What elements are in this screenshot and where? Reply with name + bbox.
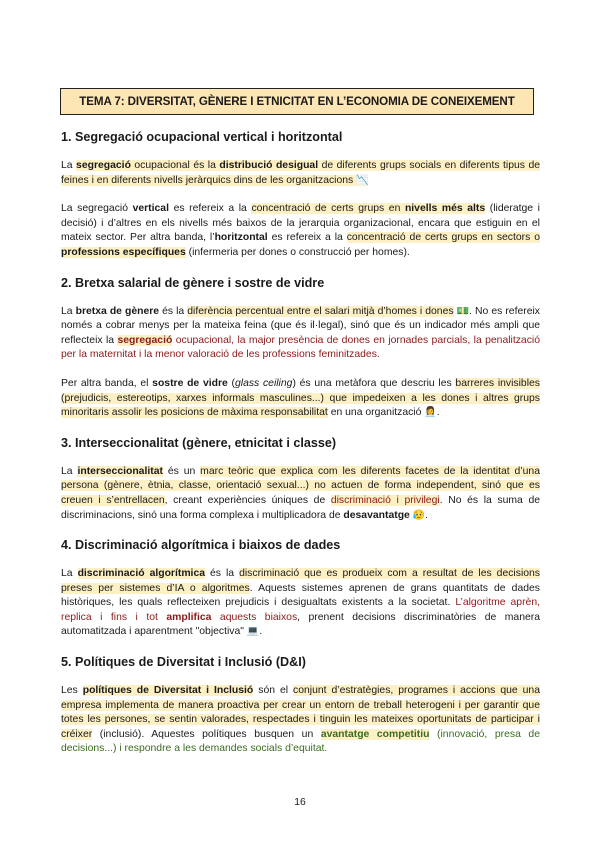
laptop-icon: 💻	[246, 626, 260, 638]
section-4-heading: 4. Discriminació algorítmica i biaixos de dades	[61, 538, 341, 553]
chapter-title: TEMA 7: DIVERSITAT, GÈNERE I ETNICITAT EN L’ECONOMIA DE CONEIXEMENT	[79, 95, 515, 108]
chart-decreasing-icon: 📉	[353, 174, 369, 186]
section-3-heading: 3. Interseccionalitat (gènere, etnicitat i classe)	[61, 435, 337, 450]
money-icon: 💵	[453, 305, 470, 317]
section-2-heading: 2. Bretxa salarial de gènere i sostre de vidre	[61, 275, 325, 290]
businesswoman-icon: 👩‍💼	[424, 407, 437, 419]
section-1-heading: 1. Segregació ocupacional vertical i horitzontal	[61, 130, 343, 144]
section-5-heading: 5. Polítiques de Diversitat i Inclusió (D&I)	[61, 655, 306, 670]
section-4-paragraph-1: La discriminació algorítmica és la discriminació que es produeix com a resultat de les decisions preses per sistemes d’IA o algoritmes. Aquests sistemes aprenen de grans quantitats de dades històriques, les quals reflecteixen prejudicis i desigualtats existents a la societat. L’algoritme aprèn, replica i fins i tot amplifica aquests biaixos, prenent decisions discriminatòries de manera automatitzada i aparentment "objectiva" 💻.	[61, 568, 540, 638]
section-1-paragraph-2: La segregació vertical es refereix a la concentració de certs grups en nivells més alts (lideratge i decisió) i d’altres en els nivells més baixos de la jerarquia organizacional, encara que estiguin en el mateix sector. Per altra banda, l’horitzontal es refereix a la concentració de certs grups en sectors o professions específiques (infermeria per dones o construcció per homes).	[61, 203, 540, 258]
section-3-paragraph-1: La interseccionalitat és un marc teòric que explica com les diferents facetes de la identitat d’una persona (gènere, ètnia, classe, orientació sexual...) no actuen de forma independent, sinó que es creuen i s’entrellacen, creant experiències úniques de discriminació i privilegi. No és la suma de discriminacions, sinó una forma complexa i multiplicadora de desavantatge 😥.	[61, 465, 540, 521]
sad-face-icon: 😥	[409, 509, 426, 521]
chapter-title-box	[60, 88, 534, 115]
section-5-paragraph-1: Les polítiques de Diversitat i Inclusió són el conjunt d’estratègies, programes i accions que una empresa implementa de manera proactiva per crear un entorn de treball heterogeni i per garantir que totes les persones, se sentin valorades, respectades i tinguin les mateixes oportunitats de participar i créixer (inclusió). Aquestes polítiques busquen un avantatge competitiu (innovació, presa de decisions...) i respondre a les demandes socials d’equitat.	[61, 685, 540, 755]
content-body	[61, 120, 540, 771]
section-1-paragraph-1: La segregació ocupacional és la distribució desigual de diferents grups socials en diferents tipus de feines i en diferents nivells jeràrquics dins de les organitzacions 📉	[61, 160, 540, 186]
section-2-paragraph-2: Per altra banda, el sostre de vidre (glass ceiling) és una metàfora que descriu les barreres invisibles (prejudicis, estereotips, xarxes informals masculines...) que impedeixen a les dones i altres grups minoritaris assolir les posicions de màxima responsabilitat en una organització 👩‍💼.	[61, 377, 540, 419]
section-2-paragraph-1: La bretxa de gènere és la diferència percentual entre el salari mitjà d’homes i dones 💵. No es refereix només a cobrar menys per la mateixa feina (que és il·legal), sinó que és un indicador més ampli que reflecteix la segregació ocupacional, la major presència de dones en jornades parcials, la penalització per la maternitat i la menor valoració de les professions feminitzades.	[61, 305, 540, 361]
page-number: 16	[294, 797, 306, 808]
